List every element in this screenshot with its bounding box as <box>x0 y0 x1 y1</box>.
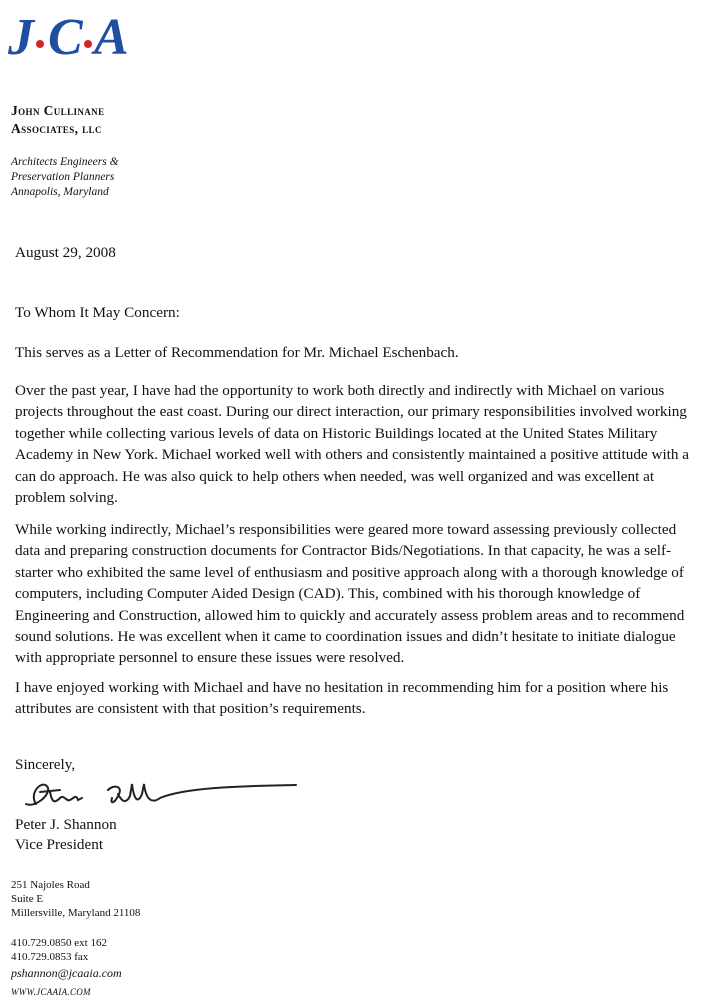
tagline-line: Architects Engineers & <box>11 156 119 168</box>
logo-letter-c: C <box>48 9 83 66</box>
paragraph-text: Over the past year, I have had the opportunity to work both directly and indirectly with Michael on various projects throughout the east coast. During our direct interaction, our primary responsibilities involved working together while collecting various levels of data on Historic Buildings located at the United States Military Academy in New York. Michael worked well with others and consistently maintained a positive attitude with a can do approach. He was also quick to help others when needed, was well organized and was excellent at problem solving. <box>15 382 690 507</box>
tagline-line: Annapolis, Maryland <box>11 186 109 198</box>
letter-date: August 29, 2008 <box>15 244 116 261</box>
address-line-3: Millersville, Maryland 21108 <box>11 907 141 919</box>
letter-salutation: To Whom It May Concern: <box>15 304 180 321</box>
letter-closing: Sincerely, <box>15 756 76 773</box>
website-url: WWW.JCAAIA.COM <box>11 987 91 997</box>
signer-name: Peter J. Shannon <box>15 816 117 833</box>
company-name-line2: Associates, llc <box>11 121 102 136</box>
company-tagline <box>11 155 119 200</box>
logo-dot <box>84 40 92 48</box>
logo-letter-j: J <box>8 9 34 66</box>
letter-intro: This serves as a Letter of Recommendation for Mr. Michael Eschenbach. <box>15 344 459 361</box>
letter-paragraph-1 <box>15 380 705 508</box>
company-name-line1: John Cullinane <box>11 103 105 118</box>
paragraph-text: I have enjoyed working with Michael and have no hesitation in recommending him for a position where his attributes are consistent with that position’s requirements. <box>15 679 669 718</box>
tagline-line: Preservation Planners <box>11 171 115 183</box>
signer-title: Vice President <box>15 836 104 853</box>
logo-letter-a: A <box>94 9 129 66</box>
company-name <box>11 102 104 138</box>
address-line-2: Suite E <box>11 893 44 905</box>
letter-paragraph-3 <box>15 677 705 720</box>
phone-number: 410.729.0850 ext 162 <box>11 937 107 949</box>
paragraph-text: While working indirectly, Michael’s responsibilities were geared more toward assessing previously collected data and preparing construction documents for Contractor Bids/Negotiations. In that capacity, he was a self-starter who exhibited the same level of enthusiasm and positive approach along with a thorough knowledge of computers, including Computer Aided Design (CAD). This, combined with his thorough knowledge of Engineering and Construction, allowed him to quickly and accurately assess problem areas and to recommend sound solutions. He was excellent when it came to coordination issues and didn’t hesitate to initiate dialogue with appropriate personnel to ensure these issues were resolved. <box>15 521 685 667</box>
email-address: pshannon@jcaaia.com <box>11 966 122 980</box>
address-line-1: 251 Najoles Road <box>11 879 90 891</box>
logo-dot <box>36 40 44 48</box>
company-logo <box>8 8 132 68</box>
fax-number: 410.729.0853 fax <box>11 951 89 963</box>
letter-paragraph-2 <box>15 519 705 669</box>
